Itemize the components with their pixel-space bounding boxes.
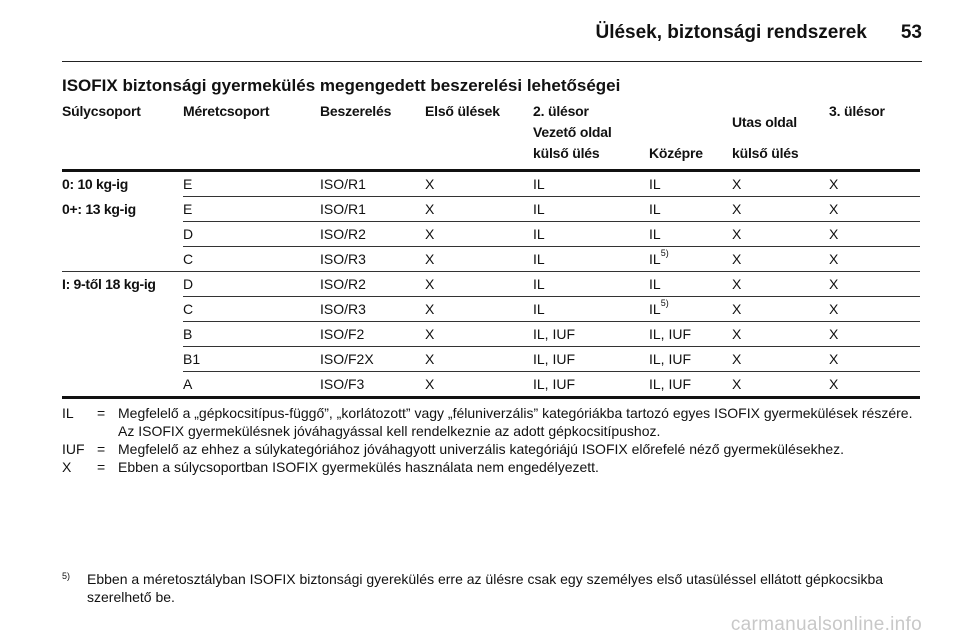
table-row [62,297,920,322]
driver-cell: IL, IUF [533,347,649,372]
footnote-text: Ebben a méretosztályban ISOFIX biztonsági gyerekülés erre az ülésre csak egy személyes első utasüléssel ellátott gépkocsikba szerelhető be. [87,571,884,605]
fixture-cell: ISO/F2X [320,347,425,372]
driver-cell: IL, IUF [533,372,649,398]
size-cell: D [183,222,320,247]
third-row-cell: X [829,322,920,347]
third-row-cell: X [829,171,920,197]
size-cell: C [183,297,320,322]
legend-item [62,440,922,458]
table-row [62,272,920,297]
table-header-row [62,101,920,171]
passenger-cell: X [732,272,829,297]
col-front-seats: Első ülések [425,101,533,171]
size-cell: E [183,197,320,222]
legend-text: Megfelelő a „gépkocsitípus-függő”, „korlátozott” vagy „féluniverzális” kategóriákba tartozó egyes ISOFIX gyermekülések részére. Az ISOFIX gyermekülésnek jóváhagyással kell rendelkeznie az adott gépkocsitípushoz. [118,405,913,439]
third-row-cell: X [829,222,920,247]
driver-cell: IL [533,297,649,322]
passenger-cell: X [732,372,829,398]
fixture-cell: ISO/F3 [320,372,425,398]
center-cell: IL$^{5)}$ [649,247,732,272]
col-driver-side: 2. ülésor Vezető oldal külső ülés [533,101,649,171]
isofix-table [62,101,920,399]
size-cell: E [183,171,320,197]
col-center: Középre [649,101,732,171]
table-row [62,197,920,222]
col-weight-group: Súlycsoport [62,101,183,171]
size-cell: C [183,247,320,272]
fixture-cell: ISO/R3 [320,247,425,272]
fixture-cell: ISO/R1 [320,171,425,197]
legend-key: X [62,459,72,475]
third-row-cell: X [829,272,920,297]
center-cell: IL [649,272,732,297]
weight-group-cell [62,297,183,322]
col-size-class: Méretcsoport [183,101,320,171]
center-cell: IL [649,171,732,197]
table-row [62,171,920,197]
weight-group-cell: 0+: 13 kg-ig [62,201,136,217]
page-number: 53 [900,22,922,43]
driver-cell: IL [533,171,649,197]
legend-equals: = [97,441,106,457]
third-row-cell: X [829,247,920,272]
fixture-cell: ISO/F2 [320,322,425,347]
passenger-cell: X [732,247,829,272]
size-cell: A [183,372,320,398]
weight-group-cell [62,347,183,372]
table-row [62,322,920,347]
weight-group-cell [62,247,183,272]
footnote [62,570,922,606]
third-row-cell: X [829,297,920,322]
center-cell: IL, IUF [649,347,732,372]
col-fixture: Beszerelés [320,101,425,171]
driver-cell: IL [533,222,649,247]
fixture-cell: ISO/R2 [320,222,425,247]
table-row [62,372,920,398]
third-row-cell: X [829,197,920,222]
footnote-mark: 5) [62,571,71,581]
front-cell: X [425,222,533,247]
watermark: carmanualsonline.info [730,614,922,635]
legend-key: IL [62,405,74,421]
legend-item [62,404,922,440]
legend-item [62,458,922,476]
passenger-cell: X [732,222,829,247]
third-row-cell: X [829,347,920,372]
legend [62,404,922,476]
section-title: ISOFIX biztonsági gyermekülés megengedett beszerelési lehetőségei [62,76,621,95]
legend-equals: = [97,405,106,421]
table-row [62,347,920,372]
weight-group-cell: 0: 10 kg-ig [62,176,128,193]
legend-equals: = [97,459,106,475]
fixture-cell: ISO/R2 [320,272,425,297]
driver-cell: IL [533,272,649,297]
center-cell: IL, IUF [649,372,732,398]
passenger-cell: X [732,197,829,222]
front-cell: X [425,322,533,347]
front-cell: X [425,247,533,272]
third-row-cell: X [829,372,920,398]
legend-key: IUF [62,441,85,457]
size-cell: B [183,322,320,347]
center-cell: IL [649,222,732,247]
chapter-title: Ülések, biztonsági rendszerek [595,22,867,43]
passenger-cell: X [732,322,829,347]
table-row [62,222,920,247]
driver-cell: IL, IUF [533,322,649,347]
front-cell: X [425,197,533,222]
legend-text: Ebben a súlycsoportban ISOFIX gyermekülés használata nem engedélyezett. [118,459,599,475]
center-cell: IL [649,197,732,222]
front-cell: X [425,297,533,322]
legend-text: Megfelelő az ehhez a súlykategóriához jóváhagyott univerzális kategóriájú ISOFIX előrefelé néző gyermekülésekhez. [118,441,845,457]
fixture-cell: ISO/R3 [320,297,425,322]
col-passenger-side: Utas oldal külső ülés [732,101,829,171]
fixture-cell: ISO/R1 [320,197,425,222]
size-cell: B1 [183,347,320,372]
size-cell: D [183,272,320,297]
passenger-cell: X [732,297,829,322]
front-cell: X [425,372,533,398]
driver-cell: IL [533,247,649,272]
weight-group-cell [62,372,183,398]
center-cell: IL$^{5)}$ [649,297,732,322]
center-cell: IL, IUF [649,322,732,347]
col-third-row: 3. ülésor [829,101,920,171]
header-rule [62,61,922,62]
driver-cell: IL [533,197,649,222]
page-header [595,22,922,44]
weight-group-cell [62,322,183,347]
table-row [62,247,920,272]
front-cell: X [425,272,533,297]
front-cell: X [425,347,533,372]
weight-group-cell [62,222,183,247]
passenger-cell: X [732,347,829,372]
front-cell: X [425,171,533,197]
passenger-cell: X [732,171,829,197]
weight-group-cell: I: 9-től 18 kg-ig [62,276,156,293]
